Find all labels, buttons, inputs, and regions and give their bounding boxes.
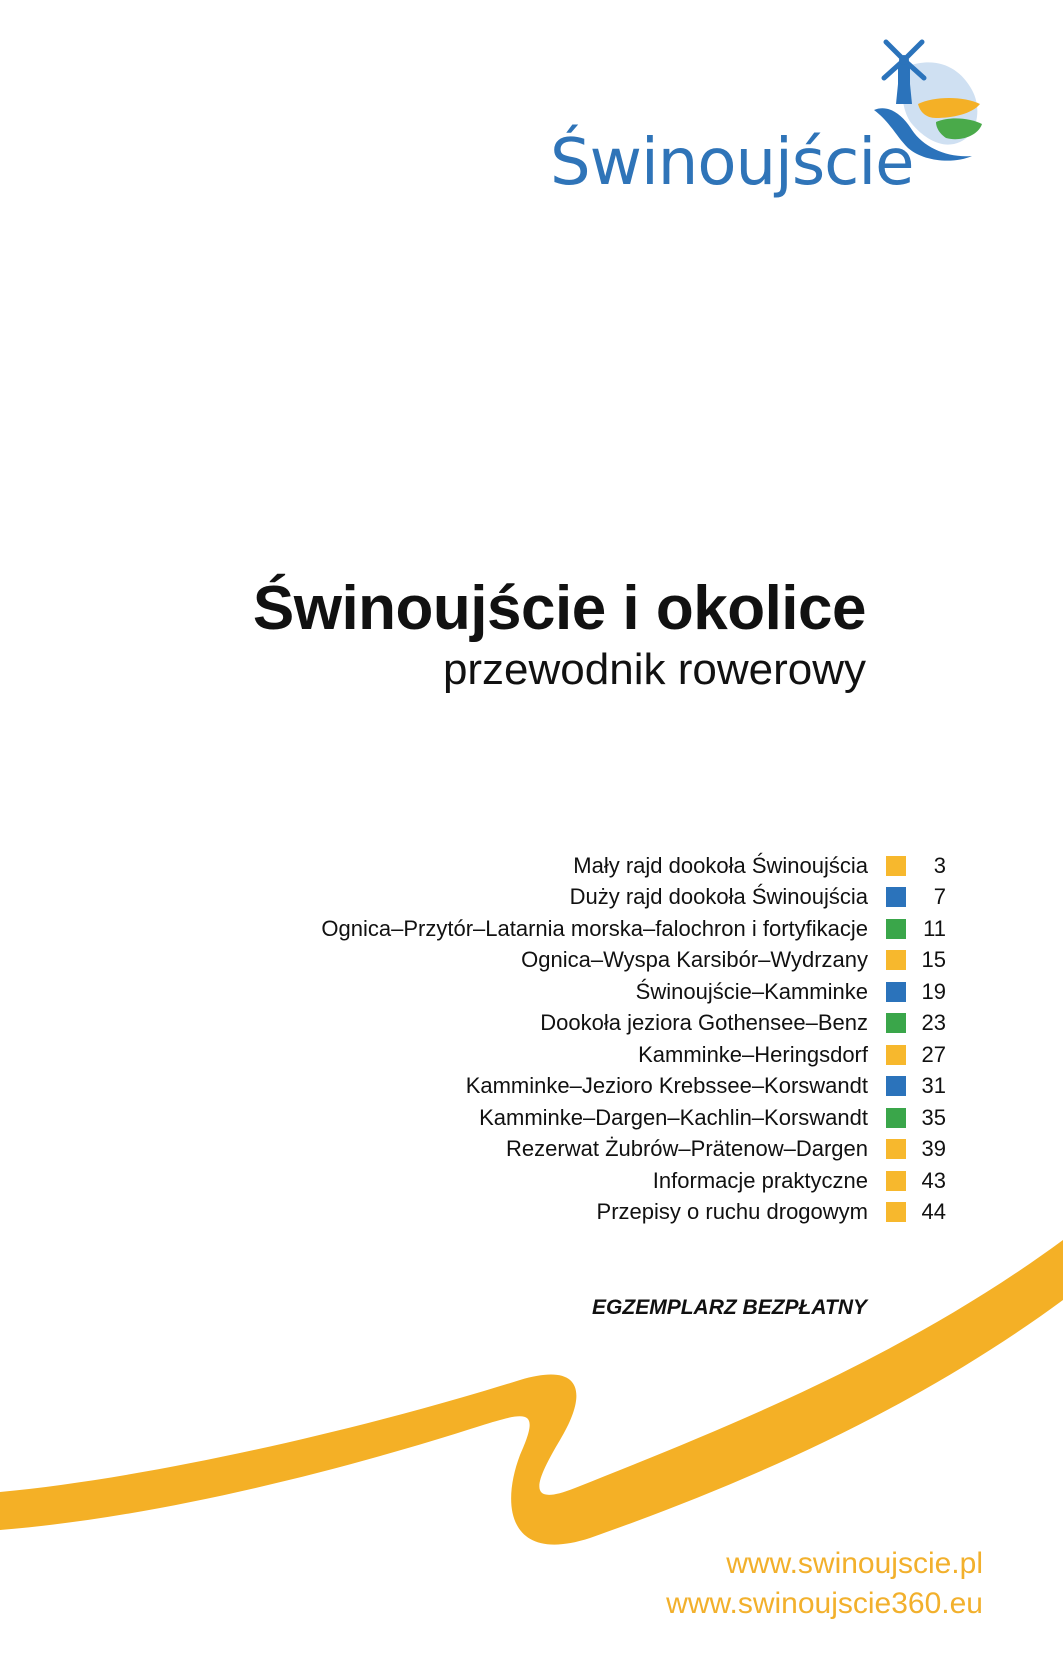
- toc-item: [321, 1008, 946, 1040]
- toc-item-label: Rezerwat Żubrów–Prätenow–Dargen: [506, 1136, 868, 1162]
- toc-item: [321, 1134, 946, 1166]
- toc-item: [321, 1102, 946, 1134]
- toc-item: [321, 1039, 946, 1071]
- website-link-secondary[interactable]: www.swinoujscie360.eu: [666, 1587, 983, 1620]
- toc-item-label: Ognica–Przytór–Latarnia morska–falochron i fortyfikacje: [321, 915, 868, 941]
- toc-item: [321, 1197, 946, 1229]
- toc-item-page-number: 35: [921, 1104, 946, 1130]
- toc-item: [321, 850, 946, 882]
- toc-item-label: Informacje praktyczne: [652, 1167, 868, 1193]
- toc-item: [321, 945, 946, 977]
- toc-color-square-icon: [886, 1202, 906, 1222]
- website-links: [666, 1544, 983, 1624]
- toc-item: [321, 882, 946, 914]
- logo-wordmark: Świnoujście: [550, 126, 914, 200]
- toc-item-page-number: 19: [921, 978, 946, 1004]
- toc-item: [321, 1071, 946, 1103]
- toc-item: [321, 1165, 946, 1197]
- toc-color-square-icon: [886, 1108, 906, 1128]
- toc-color-square-icon: [886, 982, 906, 1002]
- toc-item-page-number: 27: [921, 1041, 946, 1067]
- toc-item-page-number: 43: [921, 1167, 946, 1193]
- toc-item: [321, 976, 946, 1008]
- toc-item-label: Ognica–Wyspa Karsibór–Wydrzany: [521, 947, 868, 973]
- toc-item-label: Kamminke–Heringsdorf: [638, 1041, 868, 1067]
- toc-item-label: Dookoła jeziora Gothensee–Benz: [540, 1010, 868, 1036]
- toc-item-page-number: 7: [933, 884, 946, 910]
- toc-color-square-icon: [886, 887, 906, 907]
- toc-item-label: Świnoujście–Kamminke: [635, 978, 868, 1004]
- toc-item-page-number: 15: [921, 947, 946, 973]
- toc-item-page-number: 11: [923, 915, 946, 941]
- toc-item-label: Przepisy o ruchu drogowym: [596, 1199, 868, 1225]
- title-block: [253, 576, 866, 696]
- toc-item-page-number: 44: [921, 1199, 946, 1225]
- toc-color-square-icon: [886, 950, 906, 970]
- toc-item-page-number: 3: [933, 852, 946, 878]
- toc-item-label: Duży rajd dookoła Świnoujścia: [569, 884, 868, 910]
- toc-color-square-icon: [886, 1013, 906, 1033]
- page-subtitle: przewodnik rowerowy: [442, 645, 866, 695]
- page-title: Świnoujście i okolice: [252, 574, 866, 643]
- free-copy-label: EGZEMPLARZ BEZPŁATNY: [592, 1296, 867, 1319]
- decorative-swoosh: [0, 1230, 1063, 1550]
- toc-item-label: Kamminke–Jezioro Krebssee–Korswandt: [465, 1073, 868, 1099]
- toc-color-square-icon: [886, 1171, 906, 1191]
- website-link-primary[interactable]: www.swinoujscie.pl: [726, 1547, 983, 1580]
- toc-item: [321, 913, 946, 945]
- toc-color-square-icon: [886, 919, 906, 939]
- toc-item-page-number: 31: [921, 1073, 946, 1099]
- toc-color-square-icon: [886, 856, 906, 876]
- table-of-contents: [321, 850, 946, 1228]
- toc-item-page-number: 23: [921, 1010, 946, 1036]
- toc-color-square-icon: [886, 1045, 906, 1065]
- toc-item-label: Mały rajd dookoła Świnoujścia: [573, 852, 868, 878]
- toc-color-square-icon: [886, 1139, 906, 1159]
- brand-logo: [550, 38, 990, 228]
- toc-color-square-icon: [886, 1076, 906, 1096]
- toc-item-label: Kamminke–Dargen–Kachlin–Korswandt: [479, 1104, 868, 1130]
- toc-item-page-number: 39: [921, 1136, 946, 1162]
